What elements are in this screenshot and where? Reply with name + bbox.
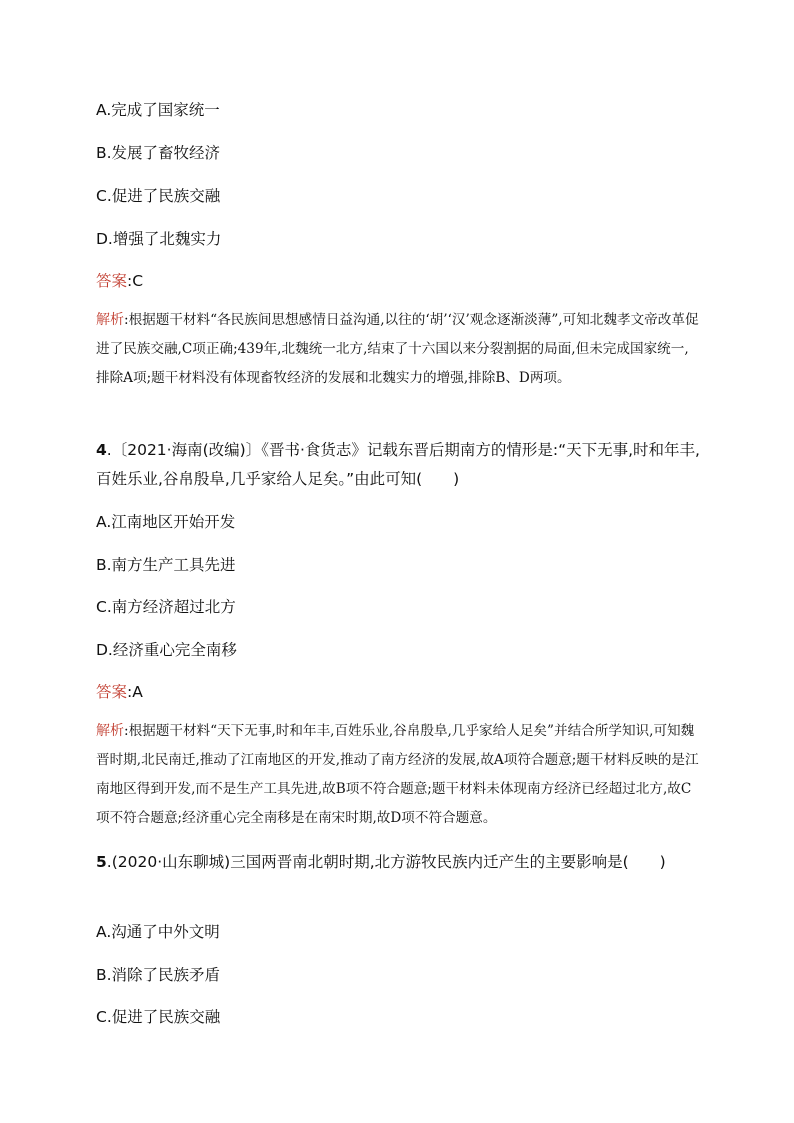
q4-answer-value: :A bbox=[127, 683, 143, 701]
q3-option-b: B.发展了畜牧经济 bbox=[96, 144, 221, 162]
q5-stem bbox=[96, 848, 702, 877]
q4-answer-label: 答案 bbox=[96, 683, 128, 701]
q3-explanation bbox=[96, 306, 702, 393]
q4-option-a: A.江南地区开始开发 bbox=[96, 513, 236, 531]
q4-stem bbox=[96, 436, 702, 494]
q5-option-a: A.沟通了中外文明 bbox=[96, 923, 220, 941]
q3-option-c: C.促进了民族交融 bbox=[96, 187, 221, 205]
q3-option-a: A.完成了国家统一 bbox=[96, 101, 220, 119]
q4-explanation bbox=[96, 717, 702, 833]
q4-option-b: B.南方生产工具先进 bbox=[96, 556, 236, 574]
q5-stem-text: .(2020·山东聊城)三国两晋南北朝时期,北方游牧民族内迁产生的主要影响是( ) bbox=[106, 853, 666, 871]
q3-option-d: D.增强了北魏实力 bbox=[96, 230, 222, 248]
q5-option-b: B.消除了民族矛盾 bbox=[96, 966, 221, 984]
q4-option-d: D.经济重心完全南移 bbox=[96, 641, 237, 659]
q3-explanation-text: :根据题干材料“各民族间思想感情日益沟通,以往的‘胡’‘汉’观念逐渐淡薄”,可知北魏孝文帝改革促进了民族交融,C项正确;439年,北魏统一北方,结束了十六国以来分裂割据的局面,但未完成国家统一,排除A项;题干材料没有体现畜牧经济的发展和北魏实力的增强,排除B、D两项。 bbox=[96, 312, 699, 386]
q5-option-c: C.促进了民族交融 bbox=[96, 1008, 221, 1026]
q3-answer-label: 答案 bbox=[96, 272, 128, 290]
q3-answer-value: :C bbox=[127, 272, 144, 290]
q3-explanation-label: 解析 bbox=[96, 312, 124, 328]
q5-number: 5 bbox=[96, 853, 107, 871]
q4-answer bbox=[96, 682, 706, 702]
q4-stem-text: .〔2021·海南(改编)〕《晋书·食货志》记载东晋后期南方的情形是:“天下无事,时和年丰,百姓乐业,谷帛殷阜,几乎家给人足矣。”由此可知( ) bbox=[96, 441, 700, 488]
q4-number: 4 bbox=[96, 441, 107, 459]
q4-explanation-label: 解析 bbox=[96, 723, 124, 739]
q4-option-c: C.南方经济超过北方 bbox=[96, 598, 236, 616]
q4-explanation-text: :根据题干材料“天下无事,时和年丰,百姓乐业,谷帛殷阜,几乎家给人足矣”并结合所学知识,可知魏晋时期,北民南迁,推动了江南地区的开发,推动了南方经济的发展,故A项符合题意;题干材料反映的是江南地区得到开发,而不是生产工具先进,故B项不符合题意;题干材料未体现南方经济已经超过北方,故C项不符合题意;经济重心完全南移是在南宋时期,故D项不符合题意。 bbox=[96, 723, 699, 826]
q3-answer bbox=[96, 271, 706, 291]
